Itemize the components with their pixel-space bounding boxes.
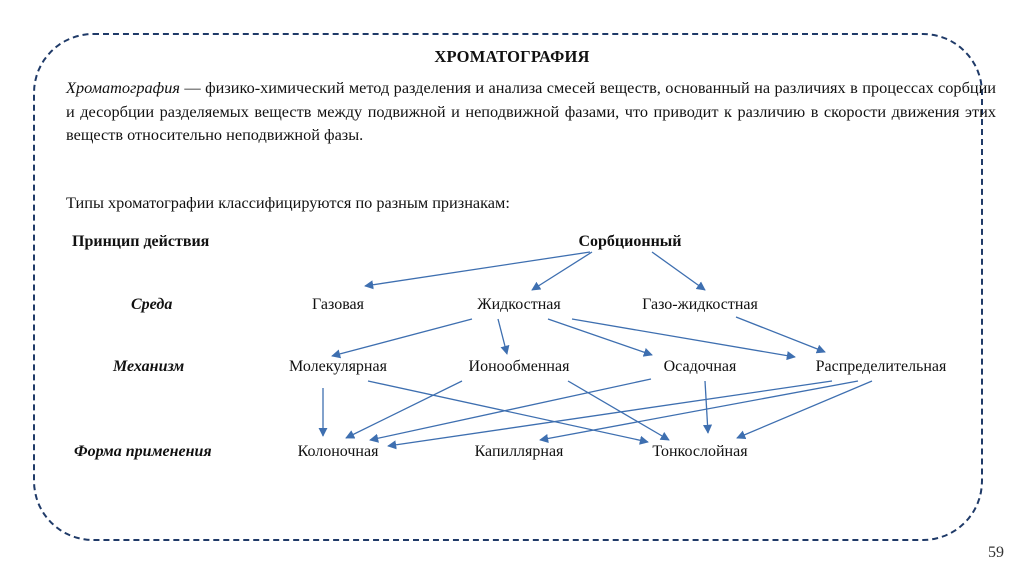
arrow-ion-exchange-thin-layer: [568, 381, 669, 440]
row-label-form: Форма применения: [74, 443, 212, 460]
node-distribution: Распределительная: [815, 358, 947, 375]
row-label-principle: Принцип действия: [72, 233, 210, 250]
arrow-sorption-gas-liquid: [652, 252, 705, 290]
node-ion-exchange: Ионообменная: [468, 358, 570, 375]
arrow-ion-exchange-column: [346, 381, 462, 438]
definition-term: Хроматография: [66, 78, 180, 97]
node-molecular: Молекулярная: [289, 358, 387, 375]
node-gas: Газовая: [312, 296, 364, 313]
arrow-gas-liquid-distribution: [736, 317, 825, 352]
node-liquid: Жидкостная: [477, 296, 561, 313]
row-label-medium: Среда: [131, 296, 173, 313]
arrow-liquid-ion-exchange: [498, 319, 507, 354]
node-sorption: Сорбционный: [578, 233, 682, 250]
types-intro: Типы хроматографии классифицируются по разным признакам:: [66, 193, 510, 212]
arrow-sorption-gas: [365, 252, 590, 286]
arrow-molecular-thin-layer: [368, 381, 648, 442]
row-label-mechanism: Механизм: [113, 358, 185, 375]
node-capillary: Капиллярная: [474, 443, 564, 460]
definition-text: — физико-химический метод разделения и анализа смесей веществ, основанный на различиях в процессах сорбции и десорбции разделяемых веществ между подвижной и неподвижной фазами, что приводит к различию в скорости движения этих веществ относительно неподвижной фазы.: [66, 78, 996, 144]
arrow-liquid-molecular: [332, 319, 472, 356]
arrow-liquid-distribution: [572, 319, 795, 357]
node-column: Колоночная: [297, 443, 379, 460]
arrow-distribution-thin-layer: [737, 381, 872, 438]
arrow-precipitation-column: [370, 379, 651, 440]
node-precipitation: Осадочная: [663, 358, 737, 375]
node-gas-liquid: Газо-жидкостная: [642, 296, 758, 313]
node-thin-layer: Тонкослойная: [652, 443, 748, 460]
arrow-sorption-liquid: [532, 252, 592, 290]
slide-title: ХРОМАТОГРАФИЯ: [434, 47, 590, 66]
arrow-distribution-column: [388, 381, 832, 446]
arrow-precipitation-thin-layer: [705, 381, 708, 433]
arrow-distribution-capillary: [540, 381, 858, 440]
page-number: 59: [988, 544, 1004, 561]
